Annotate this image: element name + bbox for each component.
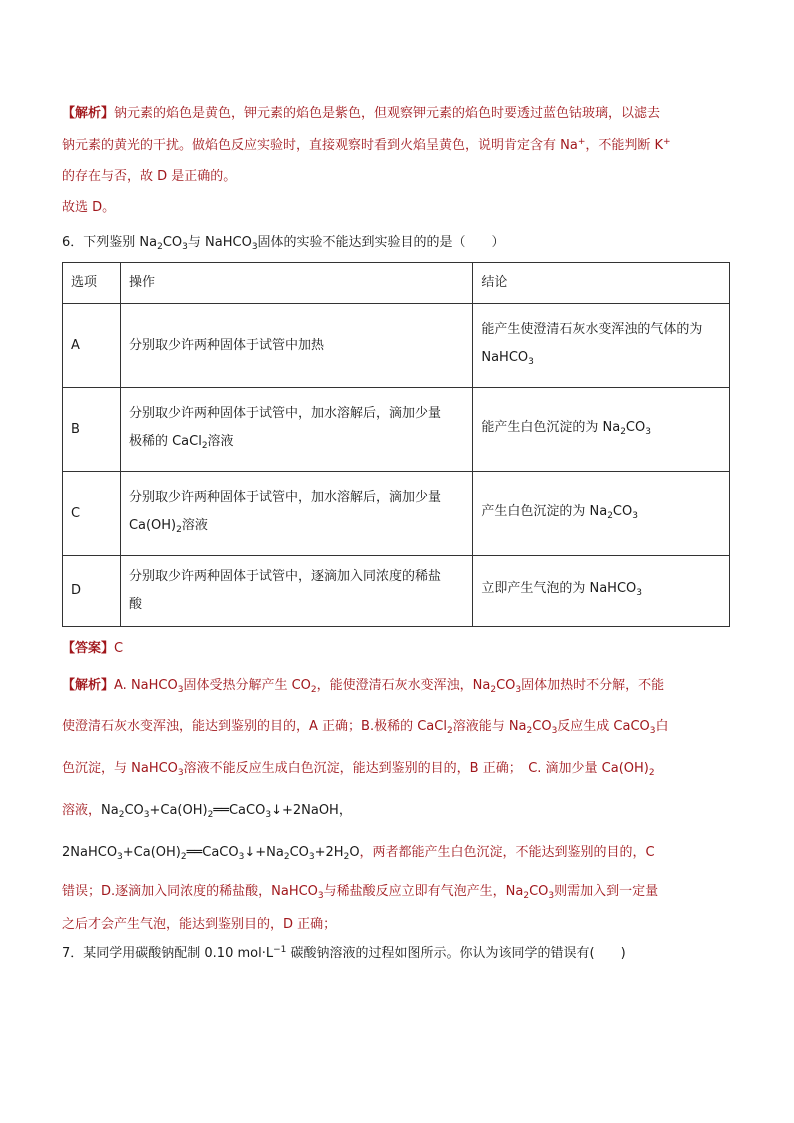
header-conclusion: 结论 xyxy=(473,263,730,304)
q6-analysis-line1: 【解析】A. NaHCO$_3$固体受热分解产生 $CO_2$，能使澄清石灰水变浑浊，$Na_2CO_3$固体加热时不分解，不能 xyxy=(62,678,665,695)
operation-cell: 分别取少许两种固体于试管中，逐滴加入同浓度的稀盐 酸 xyxy=(120,556,472,627)
q6-answer xyxy=(62,637,123,656)
conclusion-cell: 立即产生气泡的为 NaHCO$_3$ xyxy=(473,556,730,627)
q6-table xyxy=(62,262,730,627)
header-option: 选项 xyxy=(63,263,121,304)
q6-analysis-line5: $2NaHCO_3+Ca(OH)_2══CaCO_3↓+Na_2CO_3+2H_2O$，两者都能产生白色沉淀，不能达到鉴别的目的，C xyxy=(62,845,655,862)
conclusion-cell: 产生白色沉淀的为 $Na_2CO_3$ xyxy=(473,472,730,556)
header-operation: 操作 xyxy=(120,263,472,304)
q6-stem: 6．下列鉴别 $Na_2CO_3$与 NaHCO$_3$固体的实验不能达到实验目的的是（ ） xyxy=(62,235,505,252)
table-header-row xyxy=(63,263,730,304)
operation-cell: 分别取少许两种固体于试管中，加水溶解后，滴加少量 $Ca(OH)_2$溶液 xyxy=(120,472,472,556)
analysis-tag: 【解析】 xyxy=(62,678,115,693)
option-cell: B xyxy=(63,388,121,472)
q6-analysis-line3: 色沉淀，与 NaHCO$_3$溶液不能反应生成白色沉淀，能达到鉴别的目的，B 正确； C. 滴加少量 $Ca(OH)_2$ xyxy=(62,761,655,778)
q6-analysis-line2: 使澄清石灰水变浑浊，能达到鉴别的目的，A 正确；B.极稀的 CaCl$_2$溶液能与 $Na_2CO_3$反应生成 CaCO$_3$白 xyxy=(62,719,669,736)
operation-cell: 分别取少许两种固体于试管中加热 xyxy=(120,304,472,388)
q6-analysis-line6: 错误；D.逐滴加入同浓度的稀盐酸，NaHCO$_3$与稀盐酸反应立即有气泡产生，$Na_2CO_3$则需加入到一定量 xyxy=(62,884,659,901)
answer-tag: 【答案】 xyxy=(62,641,115,656)
q6-analysis-line4: 溶液，$Na_2CO_3+Ca(OH)_2══CaCO_3↓+2NaOH$， xyxy=(62,803,352,820)
operation-cell: 分别取少许两种固体于试管中，加水溶解后，滴加少量 极稀的 CaCl$_2$溶液 xyxy=(120,388,472,472)
table-row xyxy=(63,388,730,472)
conclusion-cell: 能产生白色沉淀的为 $Na_2CO_3$ xyxy=(473,388,730,472)
table-row xyxy=(63,556,730,627)
q5-analysis-line3: 的存在与否，故 D 是正确的。 xyxy=(62,169,237,184)
conclusion-cell: 能产生使澄清石灰水变浑浊的气体的为 NaHCO$_3$ xyxy=(473,304,730,388)
q6-analysis-line7: 之后才会产生气泡，能达到鉴别目的，D 正确； xyxy=(62,917,337,932)
table-row xyxy=(63,304,730,388)
analysis-tag: 【解析】 xyxy=(62,106,115,121)
answer-value: C xyxy=(114,641,124,656)
option-cell: C xyxy=(63,472,121,556)
q7-stem: 7．某同学用碳酸钠配制 0.10 $mol\cdot L^{-1}$ 碳酸钠溶液的过程如图所示。你认为该同学的错误有( ) xyxy=(62,945,626,961)
q5-analysis-line1: 【解析】钠元素的焰色是黄色，钾元素的焰色是紫色，但观察钾元素的焰色时要透过蓝色钴玻璃，以滤去 xyxy=(62,106,661,121)
option-cell: A xyxy=(63,304,121,388)
q5-analysis-line2: 钠元素的黄光的干扰。做焰色反应实验时，直接观察时看到火焰呈黄色，说明肯定含有 Na+，不能判断 K+ xyxy=(62,137,671,153)
q5-analysis-line4: 故选 D。 xyxy=(62,200,116,215)
table-row xyxy=(63,472,730,556)
option-cell: D xyxy=(63,556,121,627)
